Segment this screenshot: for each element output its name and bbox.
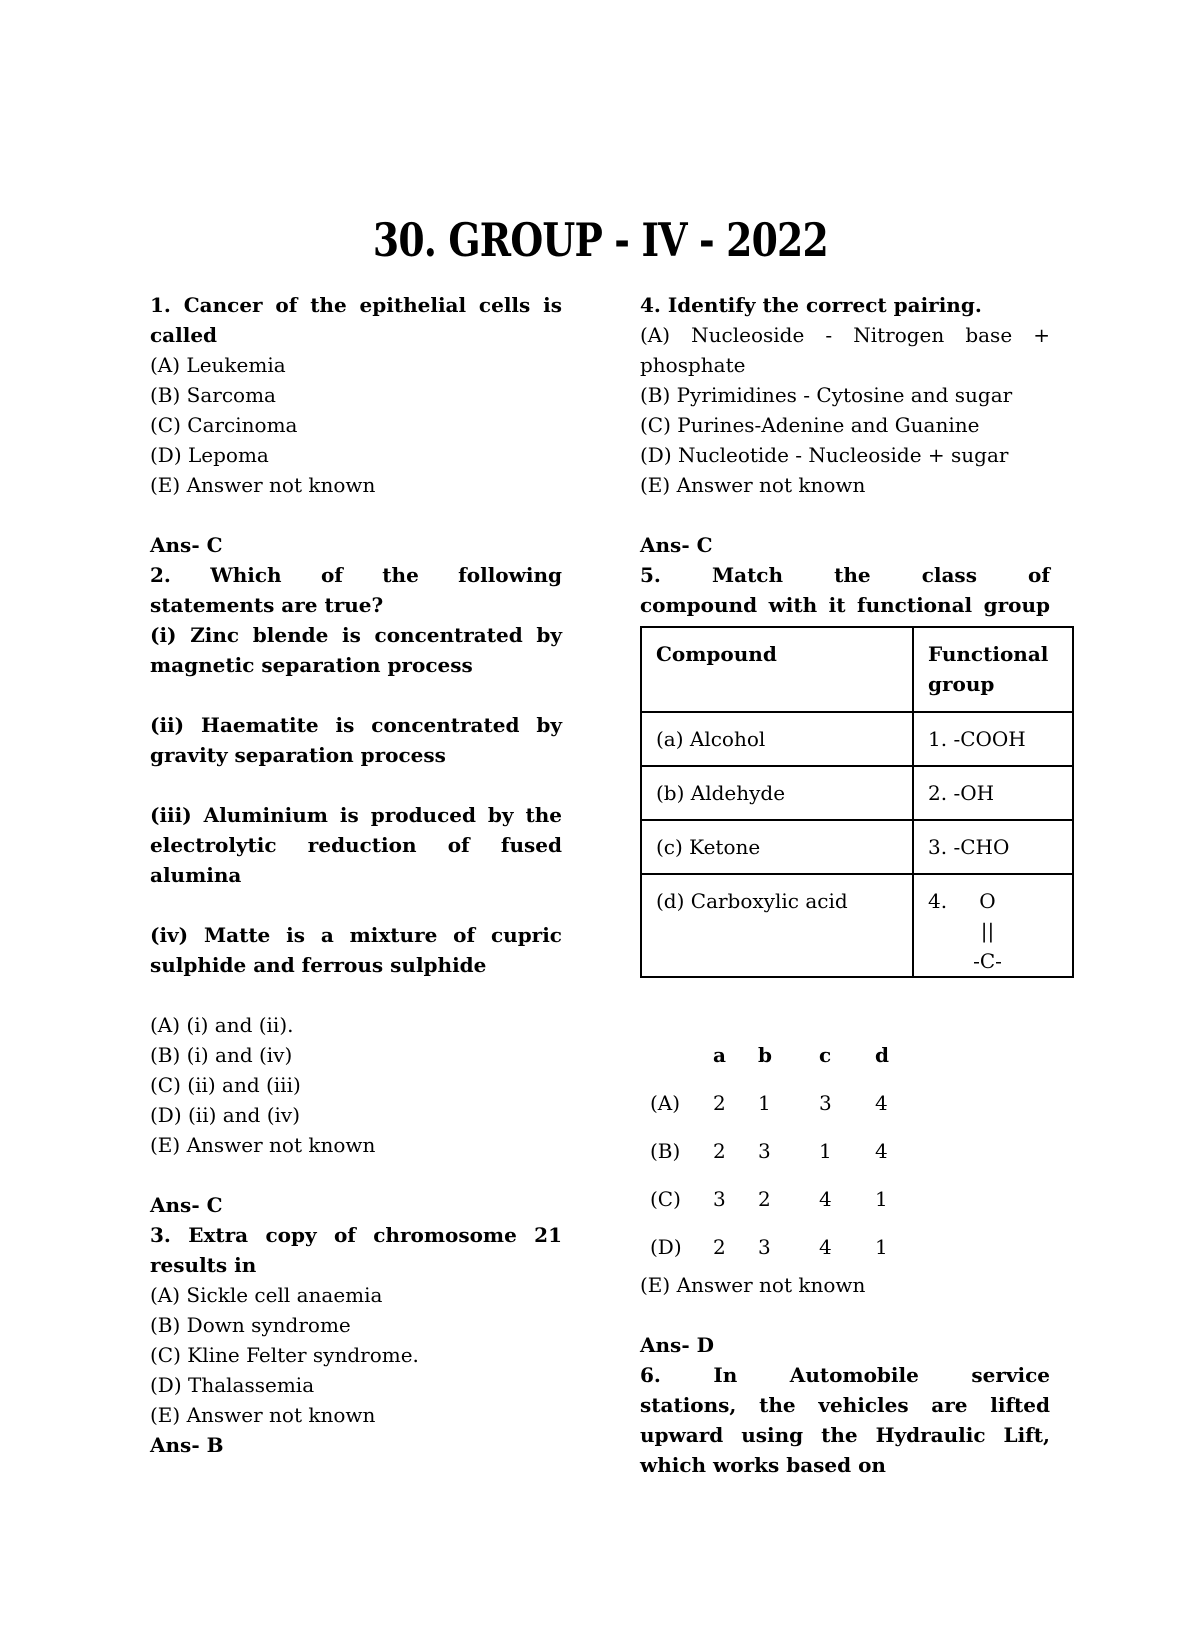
matrix-row-a-label: (A): [650, 1091, 681, 1115]
q2-option-a: (A) (i) and (ii).: [150, 1013, 294, 1037]
carbonyl-carbon: -C-: [973, 949, 1002, 973]
q2-statement-iv-line-1: (iv) Matte is a mixture of cupric: [150, 923, 562, 947]
q2-statement-ii-line-2: gravity separation process: [150, 743, 446, 767]
page-title-row: [0, 214, 1200, 266]
q6-line-1: 6. In Automobile service: [640, 1363, 1050, 1387]
q1-option-e: (E) Answer not known: [150, 473, 376, 497]
q2-statement-i-line-2: magnetic separation process: [150, 653, 473, 677]
q1-option-d: (D) Lepoma: [150, 443, 269, 467]
q6-line-3: upward using the Hydraulic Lift,: [640, 1423, 1050, 1447]
carbonyl-oxygen: O: [979, 889, 996, 913]
match-table-cell-compound-a: (a) Alcohol: [641, 712, 913, 766]
match-table-header-compound: Compound: [641, 627, 913, 712]
spacer: [640, 500, 1050, 530]
q3-option-d: (D) Thalassemia: [150, 1373, 315, 1397]
matrix-row-d-label: (D): [650, 1235, 682, 1259]
q2-statement-iii-line-3: alumina: [150, 863, 242, 887]
group-4-number: 4.: [928, 889, 948, 913]
spacer: [150, 770, 562, 800]
matrix-row-b-label: (B): [650, 1139, 681, 1163]
match-table-cell-compound-d: (d) Carboxylic acid: [641, 874, 913, 977]
match-table-cell-group-2: 2. -OH: [913, 766, 1073, 820]
matrix-value: 3: [758, 1235, 771, 1259]
answer-q5: Ans- D: [640, 1333, 714, 1357]
two-column-layout: [0, 290, 1200, 1480]
spacer: [640, 1300, 1050, 1330]
matrix-value: 4: [819, 1187, 832, 1211]
match-table-row-b: [641, 766, 1073, 820]
matrix-value: 3: [758, 1139, 771, 1163]
carbonyl-double-bond: ||: [980, 919, 995, 943]
matrix-header-c: c: [819, 1043, 832, 1067]
spacer: [150, 890, 562, 920]
q1-option-a: (A) Leukemia: [150, 353, 286, 377]
match-table-cell-group-3: 3. -CHO: [913, 820, 1073, 874]
matrix-value: 4: [875, 1139, 888, 1163]
matrix-value: 2: [758, 1187, 771, 1211]
spacer: [150, 680, 562, 710]
answer-q4: Ans- C: [640, 533, 713, 557]
matrix-value: 2: [713, 1091, 726, 1115]
q4-option-d: (D) Nucleotide - Nucleoside + sugar: [640, 443, 1009, 467]
matrix-value: 4: [819, 1235, 832, 1259]
q3-option-a: (A) Sickle cell anaemia: [150, 1283, 383, 1307]
q1-option-b: (B) Sarcoma: [150, 383, 276, 407]
answer-q2: Ans- C: [150, 1193, 223, 1217]
matrix-value: 1: [819, 1139, 832, 1163]
matrix-value: 2: [713, 1139, 726, 1163]
q6-line-4: which works based on: [640, 1453, 886, 1477]
matrix-value: 2: [713, 1235, 726, 1259]
q2-option-b: (B) (i) and (iv): [150, 1043, 293, 1067]
matrix-row-c: [640, 1184, 1050, 1214]
matrix-value: 1: [875, 1187, 888, 1211]
q3-option-e: (E) Answer not known: [150, 1403, 376, 1427]
q5-line-2: compound with it functional group: [640, 593, 1050, 617]
match-table-row-d: [641, 874, 1073, 977]
match-table-header-row: [641, 627, 1073, 712]
page-title: 30. GROUP - IV - 2022: [372, 213, 828, 267]
matrix-value: 1: [758, 1091, 771, 1115]
match-table: [640, 626, 1074, 978]
matrix-header-a: a: [713, 1043, 726, 1067]
q3-line-2: results in: [150, 1253, 257, 1277]
q4-option-c: (C) Purines-Adenine and Guanine: [640, 413, 980, 437]
q2-statement-iv-line-2: sulphide and ferrous sulphide: [150, 953, 487, 977]
column-right: [640, 290, 1050, 1480]
q2-statement-iii-line-2: electrolytic reduction of fused: [150, 833, 562, 857]
q2-statement-iii-line-1: (iii) Aluminium is produced by the: [150, 803, 562, 827]
matrix-row-b: [640, 1136, 1050, 1166]
column-left: [150, 290, 562, 1480]
q2-line-2: statements are true?: [150, 593, 384, 617]
spacer: [150, 500, 562, 530]
q5-option-e: (E) Answer not known: [640, 1273, 866, 1297]
matrix-value: 3: [713, 1187, 726, 1211]
matrix-header-b: b: [758, 1043, 772, 1067]
matrix-row-d: [640, 1232, 1050, 1262]
match-table-row-c: [641, 820, 1073, 874]
q3-line-1: 3. Extra copy of chromosome 21: [150, 1223, 562, 1247]
answer-q1: Ans- C: [150, 533, 223, 557]
spacer: [150, 1160, 562, 1190]
match-table-cell-group-4: [913, 874, 1073, 977]
q2-statement-ii-line-1: (ii) Haematite is concentrated by: [150, 713, 562, 737]
answer-q3: Ans- B: [150, 1433, 224, 1457]
matrix-value: 3: [819, 1091, 832, 1115]
matrix-header-blank: [640, 1040, 713, 1070]
matrix-value: 4: [875, 1091, 888, 1115]
q4-line-1: 4. Identify the correct pairing.: [640, 293, 982, 317]
q2-option-c: (C) (ii) and (iii): [150, 1073, 301, 1097]
match-table-cell-group-1: 1. -COOH: [913, 712, 1073, 766]
q3-option-b: (B) Down syndrome: [150, 1313, 351, 1337]
q3-option-c: (C) Kline Felter syndrome.: [150, 1343, 419, 1367]
spacer: [150, 980, 562, 1010]
q2-option-d: (D) (ii) and (iv): [150, 1103, 301, 1127]
matrix-row-a: [640, 1088, 1050, 1118]
answer-matrix: [640, 1040, 1050, 1300]
q1-option-c: (C) Carcinoma: [150, 413, 298, 437]
q5-line-1: 5. Match the class of: [640, 563, 1050, 587]
matrix-value: 1: [875, 1235, 888, 1259]
match-table-cell-compound-b: (b) Aldehyde: [641, 766, 913, 820]
matrix-row-c-label: (C): [650, 1187, 681, 1211]
carbonyl-structure: [973, 886, 1002, 976]
match-table-header-functional-group: Functional group: [913, 627, 1073, 712]
q1-line-2: called: [150, 323, 218, 347]
q6-line-2: stations, the vehicles are lifted: [640, 1393, 1050, 1417]
match-table-cell-compound-c: (c) Ketone: [641, 820, 913, 874]
q4-option-a-line-2: phosphate: [640, 353, 746, 377]
q4-option-e: (E) Answer not known: [640, 473, 866, 497]
q1-line-1: 1. Cancer of the epithelial cells is: [150, 293, 562, 317]
match-table-row-a: [641, 712, 1073, 766]
q2-option-e: (E) Answer not known: [150, 1133, 376, 1157]
q2-statement-i-line-1: (i) Zinc blende is concentrated by: [150, 623, 562, 647]
q4-option-b: (B) Pyrimidines - Cytosine and sugar: [640, 383, 1013, 407]
q4-option-a-line-1: (A) Nucleoside - Nitrogen base +: [640, 323, 1050, 347]
matrix-header-d: d: [875, 1043, 889, 1067]
matrix-header-row: [640, 1040, 1050, 1070]
q2-line-1: 2. Which of the following: [150, 563, 562, 587]
